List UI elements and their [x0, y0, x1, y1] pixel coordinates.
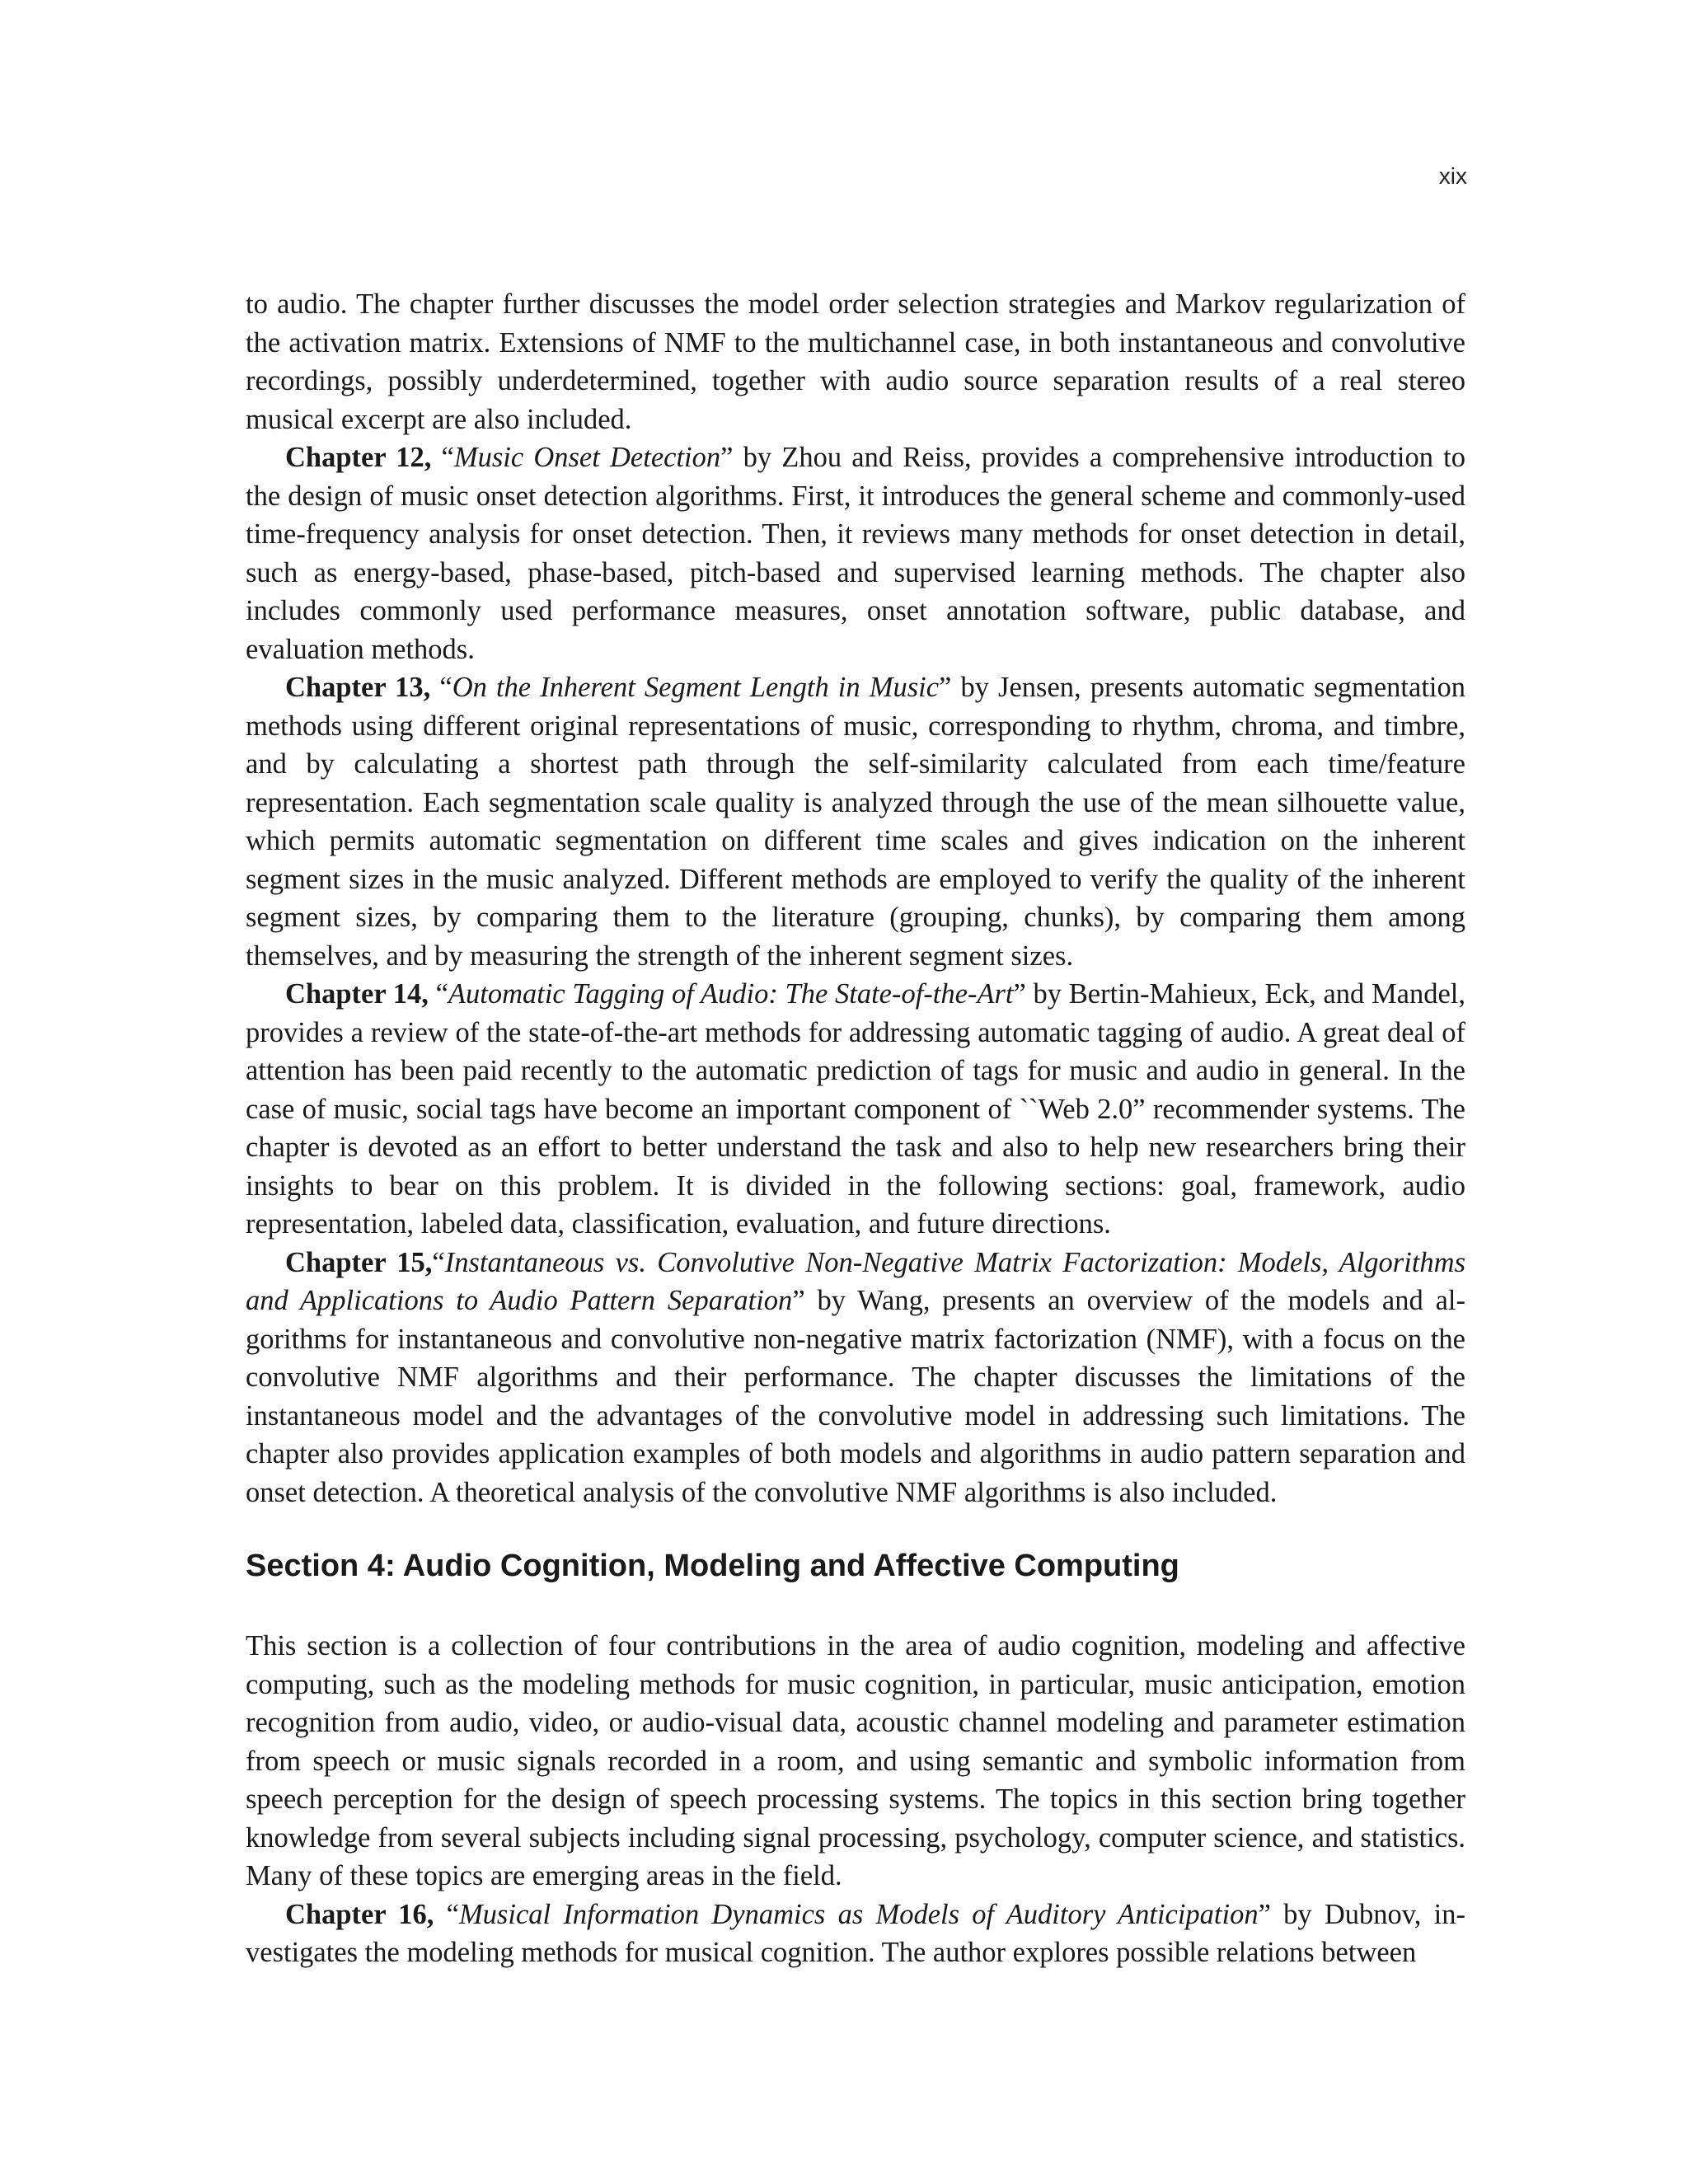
chapter-title: On the Inherent Segment Length in Music: [452, 672, 940, 703]
chapter-title: Automatic Tagging of Audio: The State-of-the-Art: [448, 978, 1014, 1010]
chapter-title: Musical Information Dynamics as Models of Auditory Anticipation: [458, 1898, 1259, 1930]
chapter-label: Chapter 12,: [285, 442, 432, 473]
open-quote: “: [432, 1246, 445, 1278]
chapter-label: Chapter 14,: [285, 978, 429, 1010]
section-heading: Section 4: Audio Cognition, Modeling and Affective Computing: [246, 1549, 1179, 1583]
chapter-description: ” by Zhou and Reiss, provides a comprehensive introduction to the design of music onset detection algorithms. First, it introduces the general scheme and commonly-used time-frequency analysis for onset detection. Then, it reviews many methods for onset detection in detail, such as energy-based, phase-based, pitch-based and supervised learning methods. The chapter also includes commonly used performance measures, onset annotation software, public database, and evaluation methods.: [246, 442, 1466, 665]
chapter-description: ” by Bertin-Mahieux, Eck, and Mandel, provides a review of the state-of-the-art methods for addressing automatic tagging of audio. A great deal of attention has been paid recently to the automatic prediction of tags for music and audio in general. In the case of music, social tags have become an important component of ``Web 2.0” recommender systems. The chapter is devoted as an effort to better understand the task and also to help new researchers bring their insights to bear on this problem. It is divided in the following sections: goal, framework, audio representation, labeled data, classification, evaluation, and future directions.: [246, 978, 1465, 1240]
chapter-label: Chapter 16,: [285, 1898, 434, 1930]
page-body: [246, 285, 1465, 1972]
chapter-title: Music Onset Detection: [453, 442, 721, 473]
chapter-label: Chapter 15,: [285, 1246, 433, 1278]
open-quote: “: [430, 672, 452, 703]
chapter-label: Chapter 13,: [285, 672, 431, 703]
open-quote: “: [428, 978, 448, 1010]
chapter-14-paragraph: [246, 975, 1465, 1244]
chapter-13-paragraph: [246, 668, 1465, 975]
chapter-description: ” by Wang, presents an overview of the models and algorithms for instantaneous and convolutive non-negative matrix factorization (NMF), with a focus on the convolutive NMF algorithms and their performance. The chapter discusses the limitations of the instantaneous model and the advantages of the convolutive model in addressing such limitations. The chapter also provides application examples of both models and algorithms in audio pattern separation and onset detection. A theoretical analysis of the convolutive NMF algorithms is also included.: [246, 1285, 1465, 1508]
page-number: xix: [1438, 163, 1467, 189]
chapter-title: Instantaneous vs. Convolutive Non-Negative Matrix Factorization: Models, Algorithms and Applications to Audio Pattern Separation: [246, 1246, 1465, 1316]
open-quote: “: [431, 442, 454, 473]
section-intro-paragraph: This section is a collection of four contributions in the area of audio cognition, modeling and affective computing, such as the modeling methods for music cognition, in particular, music anticipation, emotion recognition from audio, video, or audio-visual data, acoustic channel modeling and parameter estimation from speech or music signals recorded in a room, and using semantic and symbolic information from speech perception for the design of speech processing systems. The topics in this section bring together knowledge from several subjects including signal processing, psychology, computer science, and statistics. Many of these topics are emerging areas in the field.: [246, 1630, 1465, 1891]
chapter-16-paragraph: [246, 1896, 1465, 1972]
chapter-description: ” by Jensen, presents automatic segmentation methods using different original representations of music, corresponding to rhythm, chroma, and timbre, and by calculating a shortest path through the self-similarity calculated from each time/feature representation. Each segmentation scale quality is analyzed through the use of the mean silhouette value, which permits automatic segmentation on different time scales and gives indication on the inherent segment sizes in the music analyzed. Different methods are employed to verify the quality of the inherent segment sizes, by comparing them to the literature (grouping, chunks), by comparing them among themselves, and by measuring the strength of the inherent segment sizes.: [246, 672, 1465, 972]
paragraph-intro: to audio. The chapter further discusses the model order selection strategies and Markov regularization of the activation matrix. Extensions of NMF to the multichannel case, in both instantaneous and convolutive recordings, possibly underdetermined, together with audio source separation results of a real stereo musical excerpt are also included.: [246, 288, 1465, 435]
open-quote: “: [434, 1898, 459, 1930]
chapter-12-paragraph: [246, 438, 1465, 668]
chapter-15-paragraph: [246, 1244, 1465, 1512]
chapter-description: ” by Dubnov, investigates the modeling methods for musical cognition. The author explores possible relations between: [246, 1898, 1465, 1968]
